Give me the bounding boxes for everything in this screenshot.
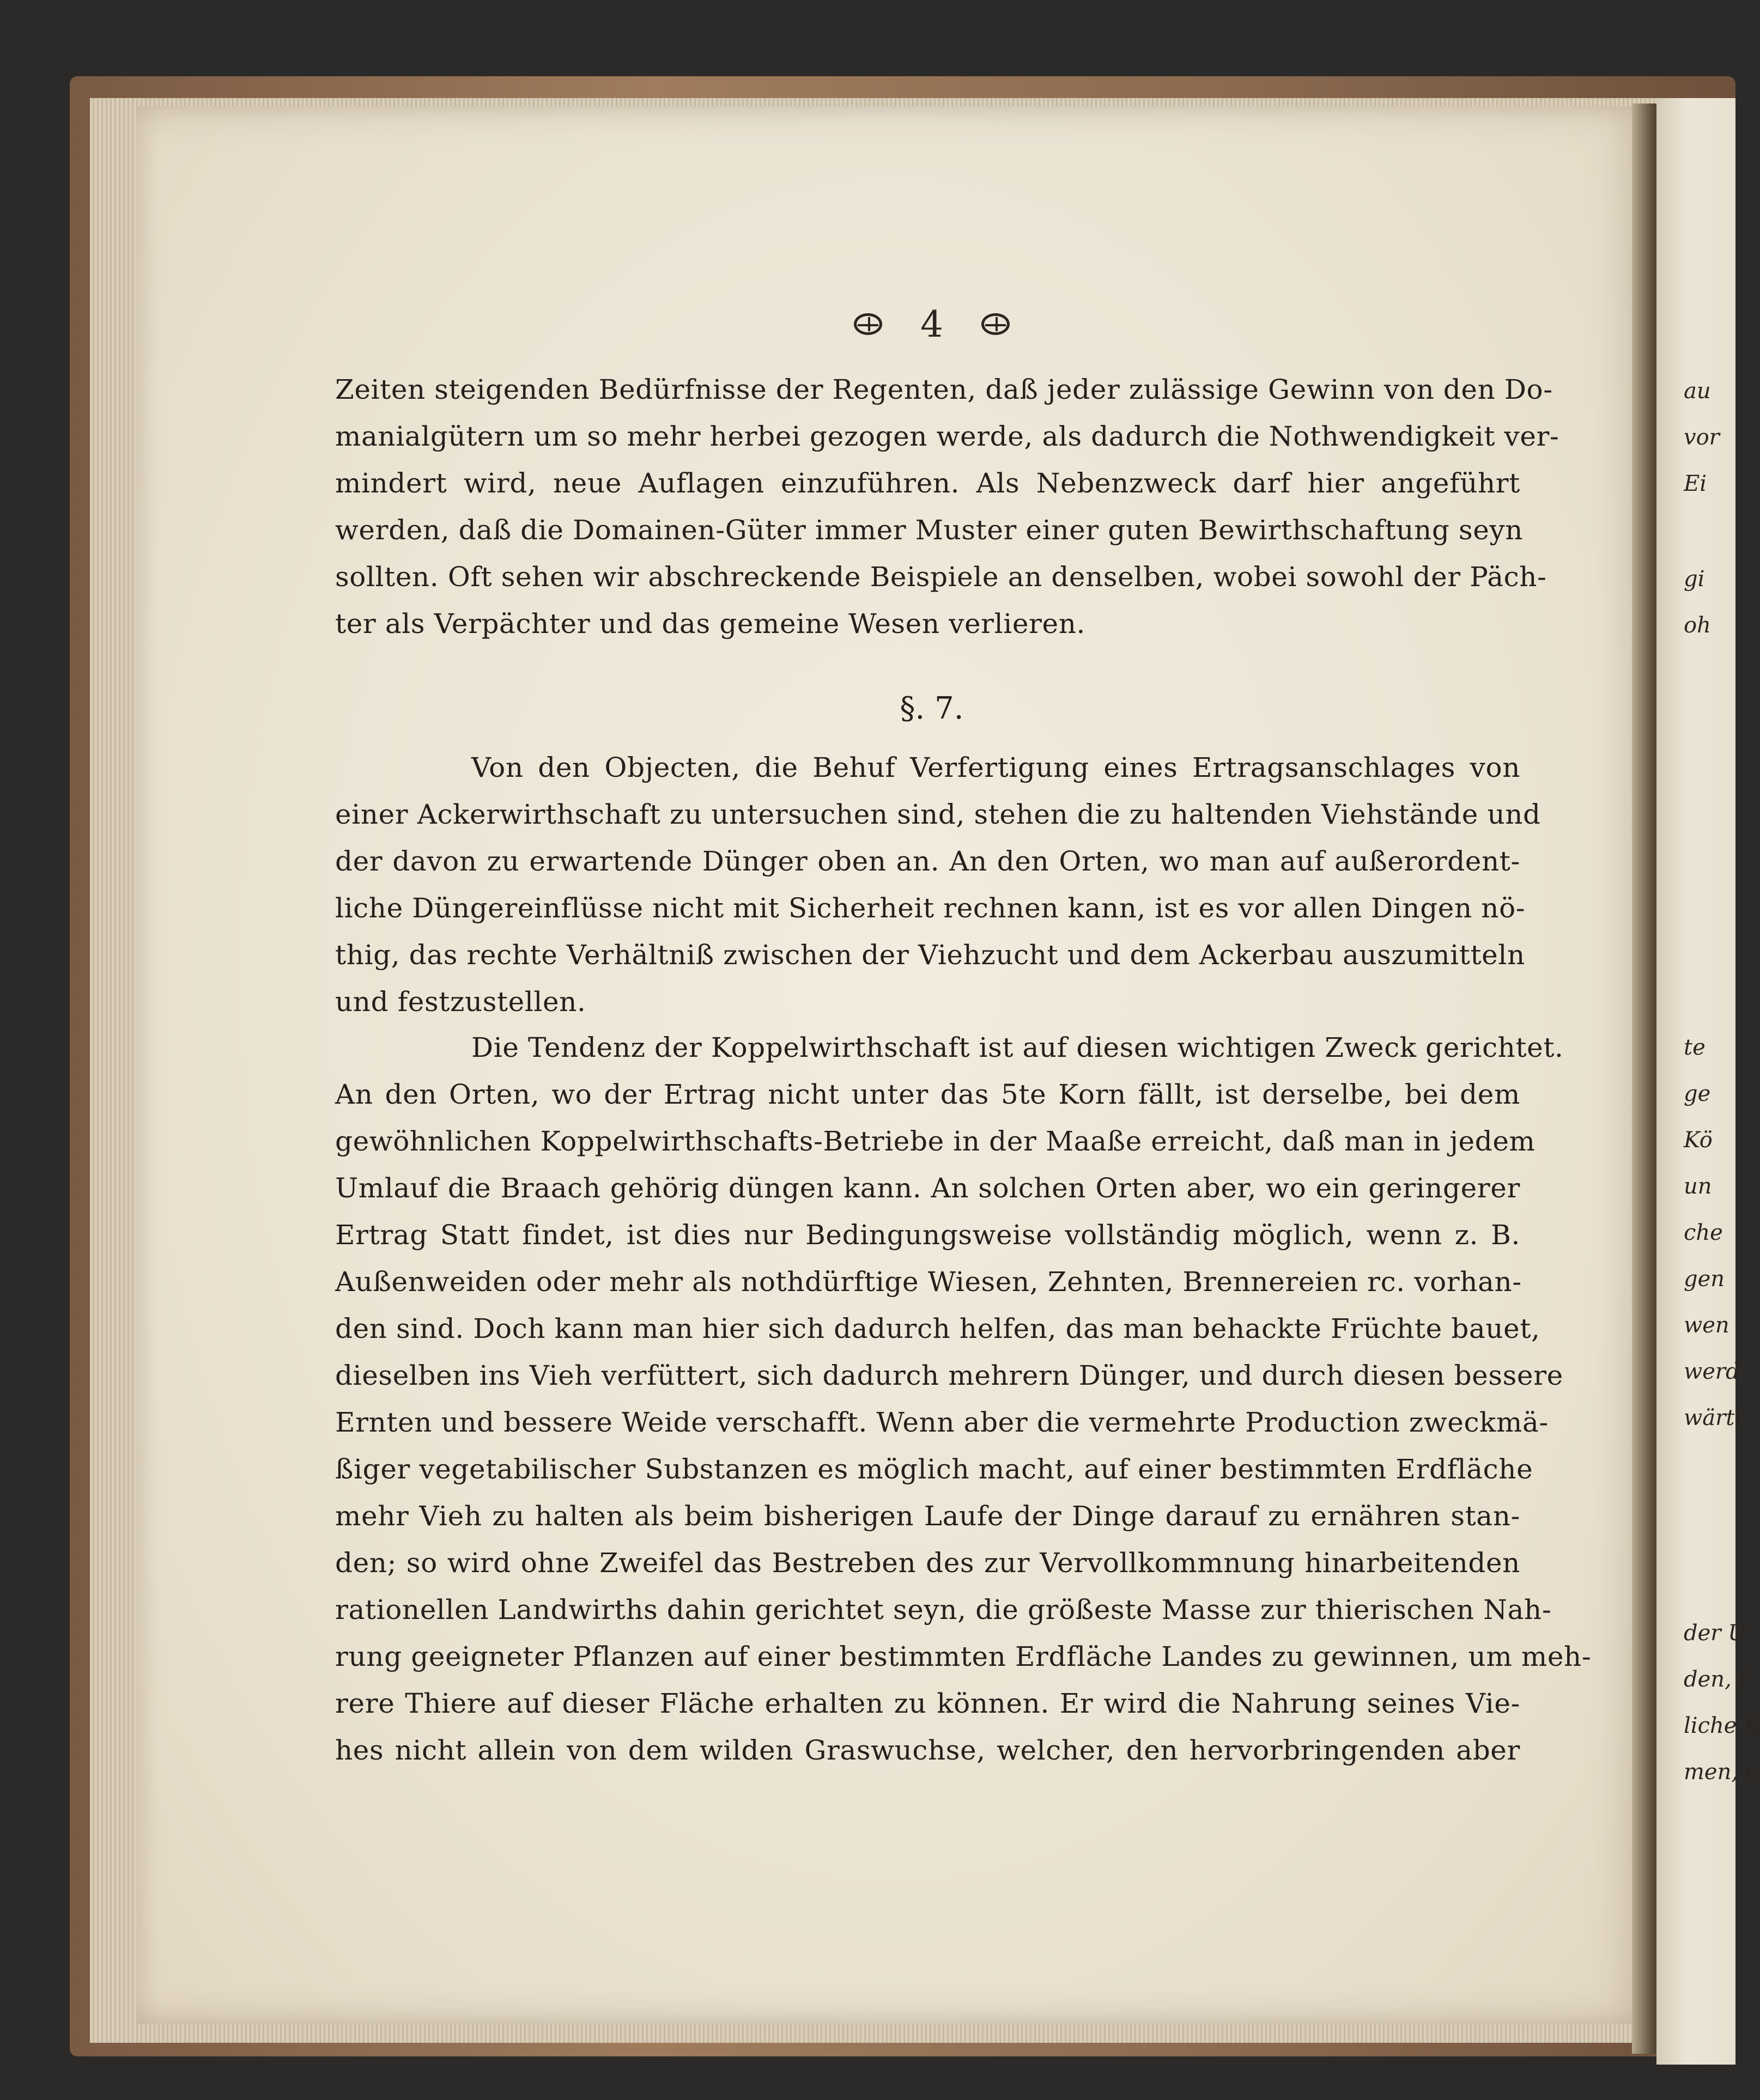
text-line: manialgütern um so mehr herbei gezogen werde, als dadurch die Nothwendigkeit ver- <box>335 421 1559 452</box>
paragraph-continued <box>335 366 1559 647</box>
text-line: Außenweiden oder mehr als nothdürftige Wiesen, Zehnten, Brennereien rc. vorhan- <box>335 1266 1522 1298</box>
text-line: liche Düngereinflüsse nicht mit Sicherheit rechnen kann, ist es vor allen Dingen nö- <box>335 892 1526 924</box>
facing-fragment: liche K <box>1684 1713 1760 1738</box>
page-number: 4 <box>920 303 943 345</box>
ornament-icon <box>854 313 882 335</box>
facing-fragment: te <box>1684 1035 1706 1060</box>
text-line: den sind. Doch kann man hier sich dadurch helfen, das man behackte Früchte bauet, <box>335 1313 1540 1344</box>
text-line: rere Thiere auf dieser Fläche erhalten zu können. Er wird die Nahrung seines Vie- <box>335 1688 1520 1719</box>
text-line: Zeiten steigenden Bedürfnisse der Regenten, daß jeder zulässige Gewinn von den Do- <box>335 374 1553 405</box>
facing-fragment: Ei <box>1684 471 1707 496</box>
facing-fragment: oh <box>1684 613 1711 638</box>
facing-fragment: vor <box>1684 425 1720 450</box>
facing-fragment: men, c <box>1684 1760 1758 1785</box>
text-line: mindert wird, neue Auflagen einzuführen. Als Nebenzweck darf hier angeführt <box>335 467 1520 499</box>
facing-page-text <box>1684 0 1760 2100</box>
ornament-icon <box>981 313 1010 335</box>
text-line: werden, daß die Domainen-Güter immer Muster einer guten Bewirthschaftung seyn <box>335 514 1524 546</box>
text-line: einer Ackerwirthschaft zu untersuchen sind, stehen die zu haltenden Viehstände und <box>335 799 1541 830</box>
text-line: thig, das rechte Verhältniß zwischen der Viehzucht und dem Ackerbau auszumitteln <box>335 939 1525 971</box>
facing-fragment: den, f <box>1684 1667 1747 1692</box>
text-line: ter als Verpächter und das gemeine Wesen verlieren. <box>335 608 1086 640</box>
facing-fragment: gi <box>1684 567 1705 592</box>
text-line: der davon zu erwartende Dünger oben an. An den Orten, wo man auf außerordent- <box>335 845 1520 877</box>
text-line: und festzustellen. <box>335 986 586 1018</box>
text-line: rung geeigneter Pflanzen auf einer bestimmten Erdfläche Landes zu gewinnen, um meh- <box>335 1641 1592 1672</box>
text-line: ßiger vegetabilischer Substanzen es möglich macht, auf einer bestimmten Erdfläche <box>335 1453 1533 1485</box>
facing-fragment: Kö <box>1684 1128 1713 1153</box>
text-line: sollten. Oft sehen wir abschreckende Beispiele an denselben, wobei sowohl der Päch- <box>335 561 1547 593</box>
text-line: den; so wird ohne Zweifel das Bestreben des zur Vervollkommnung hinarbeitenden <box>335 1547 1520 1579</box>
facing-fragment: wen <box>1684 1313 1729 1338</box>
facing-fragment: un <box>1684 1174 1712 1199</box>
text-line: Ernten und bessere Weide verschafft. Wenn aber die vermehrte Production zweckmä- <box>335 1407 1549 1438</box>
text-line: Von den Objecten, die Behuf Verfertigung eines Ertragsanschlages von <box>471 752 1520 783</box>
page-header <box>812 302 1052 346</box>
text-line: rationellen Landwirths dahin gerichtet seyn, die größeste Masse zur thierischen Nah- <box>335 1594 1552 1626</box>
facing-fragment: werd <box>1684 1359 1740 1384</box>
facing-fragment: ge <box>1684 1081 1711 1106</box>
section-heading: §. 7. <box>900 691 964 726</box>
paragraph <box>335 1024 1592 1774</box>
facing-fragment: gen <box>1684 1267 1725 1292</box>
facing-fragment: che <box>1684 1220 1723 1245</box>
facing-fragment: au <box>1684 379 1711 404</box>
text-line: hes nicht allein von dem wilden Graswuchse, welcher, den hervorbringenden aber <box>335 1734 1520 1766</box>
text-line: An den Orten, wo der Ertrag nicht unter das 5te Korn fällt, ist derselbe, bei dem <box>335 1079 1520 1110</box>
text-line: dieselben ins Vieh verfüttert, sich dadurch mehrern Dünger, und durch diesen bessere <box>335 1360 1563 1391</box>
text-line: Die Tendenz der Koppelwirthschaft ist auf diesen wichtigen Zweck gerichtet. <box>471 1032 1564 1063</box>
text-line: Umlauf die Braach gehörig düngen kann. An solchen Orten aber, wo ein geringerer <box>335 1172 1520 1204</box>
text-line: Ertrag Statt findet, ist dies nur Bedingungsweise vollständig möglich, wenn z. B. <box>335 1219 1520 1251</box>
facing-fragment: der U <box>1684 1621 1746 1646</box>
text-line: gewöhnlichen Koppelwirthschafts-Betriebe in der Maaße erreicht, daß man in jedem <box>335 1125 1536 1157</box>
facing-fragment: wärti <box>1684 1405 1742 1431</box>
paragraph <box>335 744 1541 1025</box>
text-line: mehr Vieh zu halten als beim bisherigen Laufe der Dinge darauf zu ernähren stan- <box>335 1500 1520 1532</box>
